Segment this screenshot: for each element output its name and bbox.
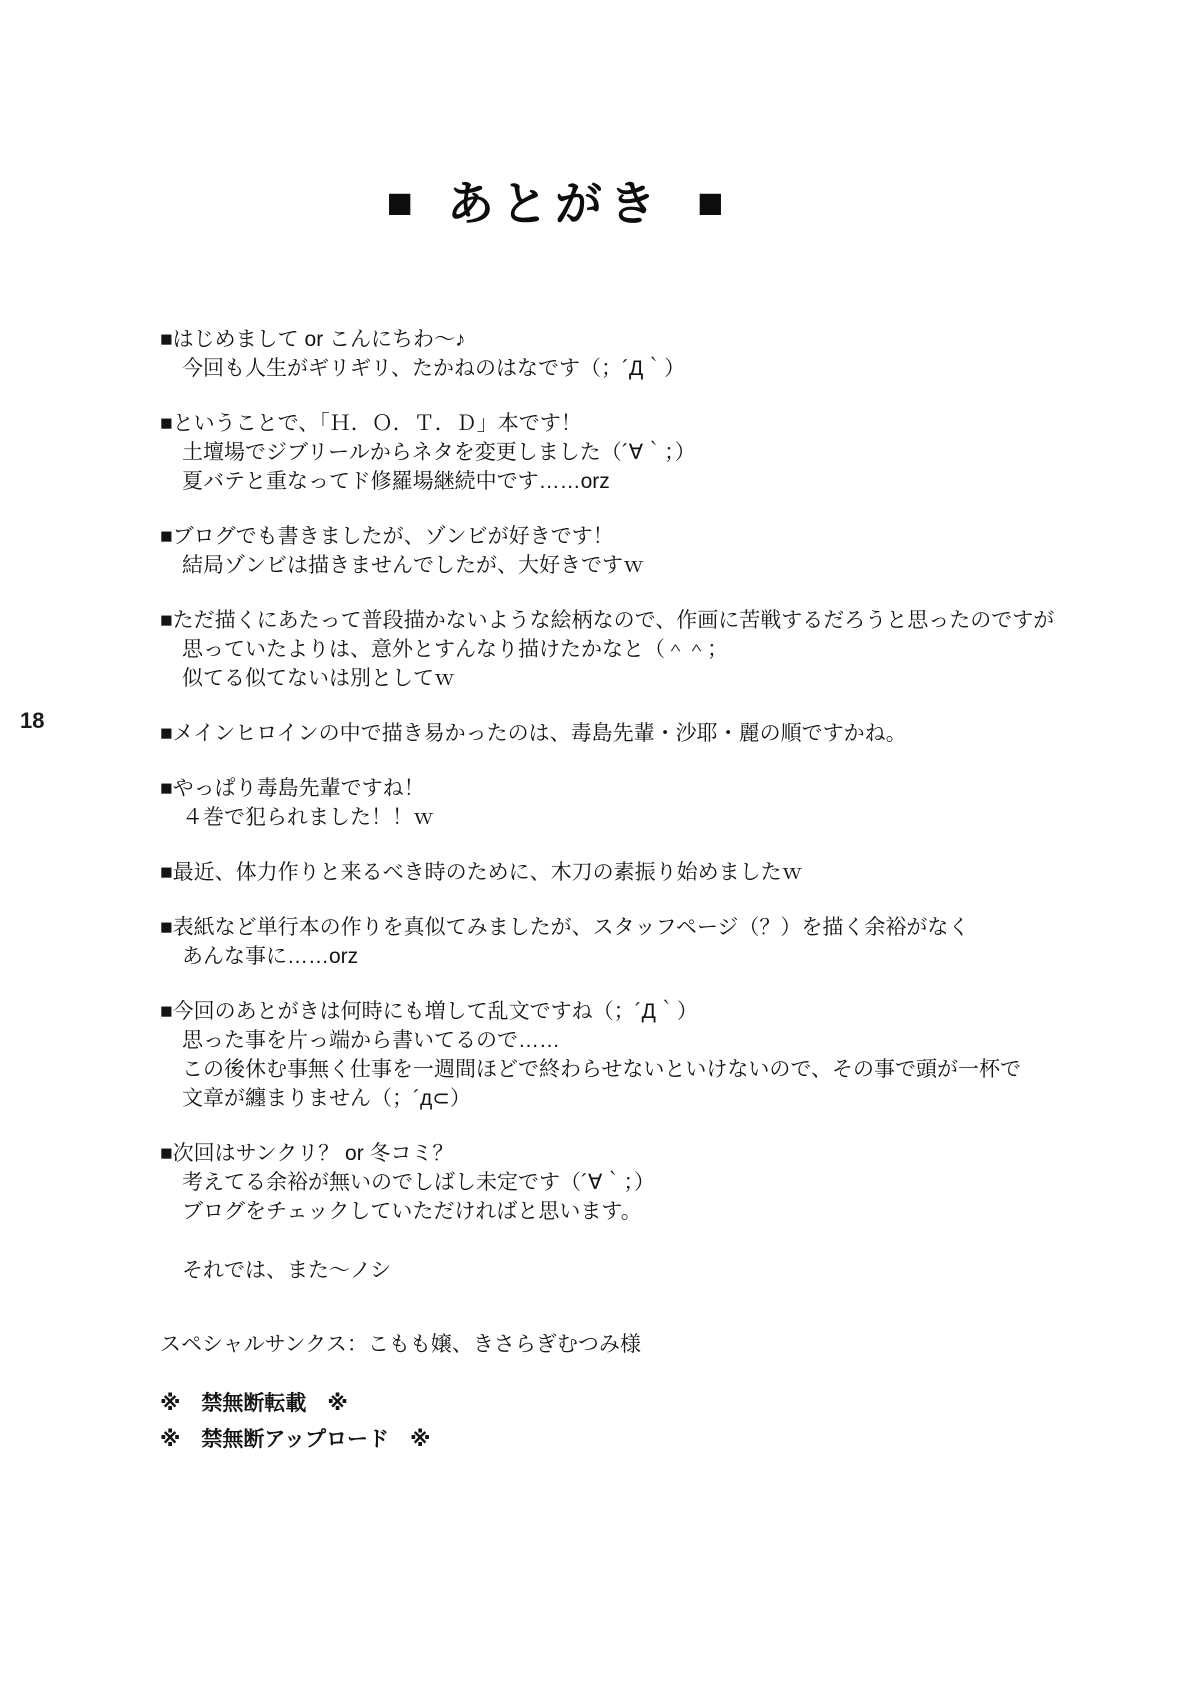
text-line: ブログをチェックしていただければと思います。 [182, 1200, 642, 1223]
text-line: 土壇場でジブリールからネタを変更しました（´∀｀；） [182, 441, 696, 464]
text-line: ■ただ描くにあたって普段描かないような絵柄なので、作画に苦戦するだろうと思ったのですが [160, 609, 1055, 632]
section-art-style [160, 606, 1140, 693]
text-line: ■表紙など単行本の作りを真似てみましたが、スタッフページ（？）を描く余裕がなく [160, 916, 970, 939]
text-line: ■ブログでも書きましたが、ゾンビが好きです！ [160, 525, 614, 548]
section-next-event [160, 1139, 1140, 1226]
text-line: 今回も人生がギリギリ、たかねのはなです（；´Д｀） [182, 357, 686, 380]
title-right-square-icon: ■ [697, 178, 724, 228]
section-book-topic [160, 409, 1140, 496]
text-line: ４巻で犯られました！！ｗ [182, 806, 434, 829]
text-line: ■今回のあとがきは何時にも増して乱文ですね（；´Д｀） [160, 1000, 698, 1023]
text-line: 似てる似てないは別としてｗ [182, 667, 455, 690]
text-line: 思った事を片っ端から書いてるので…… [182, 1029, 560, 1052]
text-line: 考えてる余裕が無いのでしばし未定です（´∀｀；） [182, 1171, 655, 1194]
text-line: この後休む事無く仕事を一週間ほどで終わらせないといけないので、その事で頭が一杯で [182, 1058, 1021, 1081]
text-line: 思っていたよりは、意外とすんなり描けたかなと（＾＾； [182, 638, 728, 661]
afterword-content [160, 325, 1140, 1458]
page-title [0, 177, 1110, 230]
section-heroines [160, 719, 1140, 748]
page-number: 18 [20, 708, 45, 733]
text-line: ■最近、体力作りと来るべき時のために、木刀の素振り始めましたｗ [160, 861, 803, 884]
notice-no-reprint: ※ 禁無断転載 ※ [160, 1392, 348, 1415]
notice-no-upload: ※ 禁無断アップロード ※ [160, 1428, 431, 1451]
section-training [160, 858, 1140, 887]
section-rambling [160, 997, 1140, 1113]
title-left-square-icon: ■ [386, 178, 413, 228]
special-thanks-line: スペシャルサンクス：こもも嬢、きさらぎむつみ様 [160, 1333, 641, 1356]
text-line: ■はじめまして or こんにちわ～♪ [160, 328, 466, 351]
section-cover [160, 913, 1140, 971]
text-line: 夏バテと重なってド修羅場継続中です……orz [182, 470, 610, 493]
page-title-text: あとがき [447, 177, 663, 230]
text-line: 結局ゾンビは描きませんでしたが、大好きですｗ [182, 554, 644, 577]
text-line: ■やっぱり毒島先輩ですね！ [160, 777, 425, 800]
text-line: あんな事に……orz [182, 945, 359, 968]
section-greeting [160, 325, 1140, 383]
closing-line: それでは、また～ノシ [182, 1259, 392, 1282]
notices [160, 1386, 1140, 1458]
section-zombies [160, 522, 1140, 580]
text-line: 文章が纏まりません（；´д⊂） [182, 1087, 471, 1110]
text-line: ■ということで、「Ｈ．Ｏ．Ｔ．Ｄ」本です！ [160, 412, 582, 435]
text-line: ■次回はサンクリ？ or 冬コミ？ [160, 1142, 454, 1165]
text-line: ■メインヒロインの中で描き易かったのは、毒島先輩・沙耶・麗の順ですかね。 [160, 722, 907, 745]
section-favorite [160, 774, 1140, 832]
